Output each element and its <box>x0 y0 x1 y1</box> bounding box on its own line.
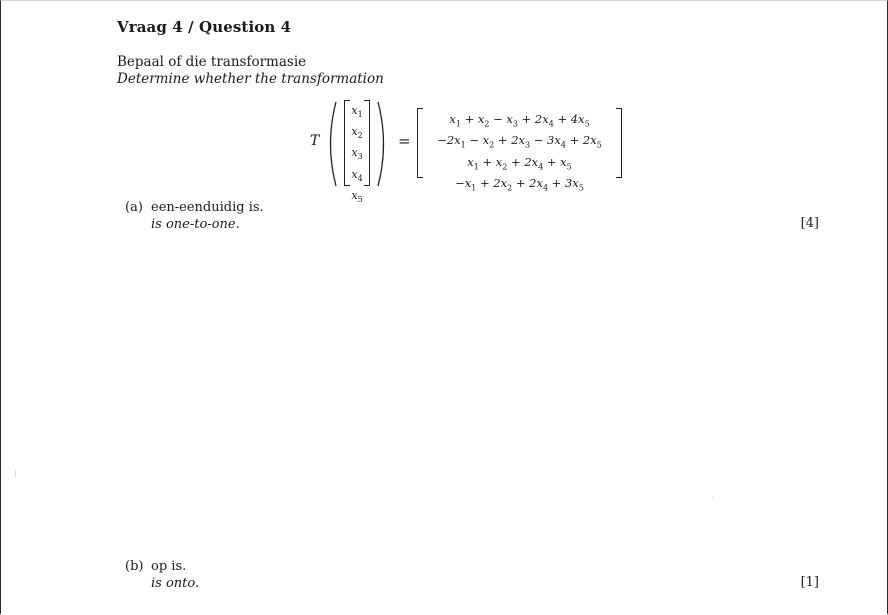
operator-symbol: T <box>310 133 320 149</box>
part-b-text-af: op is. <box>151 559 187 574</box>
part-a-label: (a) <box>125 200 143 215</box>
input-vector-entry: $x_2$ <box>351 125 363 141</box>
output-vector-row: $-x_1 + 2x_2 + 2x_4 + 3x_5$ <box>455 175 584 193</box>
part-b-text-en: is onto. <box>151 576 200 591</box>
question-title: Vraag 4 / Question 4 <box>117 18 292 36</box>
scan-speck <box>15 470 16 478</box>
output-vector-row: $-2x_1 - x_2 + 2x_3 - 3x_4 + 2x_5$ <box>437 133 602 150</box>
input-vector-entry: $x_1$ <box>351 104 363 120</box>
output-vector <box>417 108 622 193</box>
input-vector-entry: $x_5$ <box>351 188 363 204</box>
equals-sign: = <box>398 132 411 150</box>
input-vector-entry: $x_3$ <box>351 146 363 162</box>
left-paren-icon <box>324 100 338 188</box>
part-a <box>125 199 264 233</box>
part-a-text-af: een-eenduidig is. <box>151 200 264 215</box>
part-a-text-en: is one-to-one. <box>151 217 240 232</box>
input-vector-entry: $x_4$ <box>351 167 363 183</box>
part-a-marks: [4] <box>800 216 819 231</box>
question-intro <box>117 54 384 88</box>
part-b-label: (b) <box>125 559 144 574</box>
output-vector-row: $x_1 + x_2 + 2x_4 + x_5$ <box>467 154 572 171</box>
part-b-marks: [1] <box>800 575 819 590</box>
output-vector-row: $x_1 + x_2 - x_3 + 2x_4 + 4x_5$ <box>449 112 590 129</box>
transformation-equation <box>310 100 650 204</box>
input-vector <box>344 100 370 204</box>
right-paren-icon <box>376 100 390 188</box>
scan-speck <box>712 497 713 498</box>
part-b <box>125 558 199 592</box>
intro-afrikaans: Bepaal of die transformasie <box>117 54 307 70</box>
intro-english: Determine whether the transformation <box>117 71 384 87</box>
